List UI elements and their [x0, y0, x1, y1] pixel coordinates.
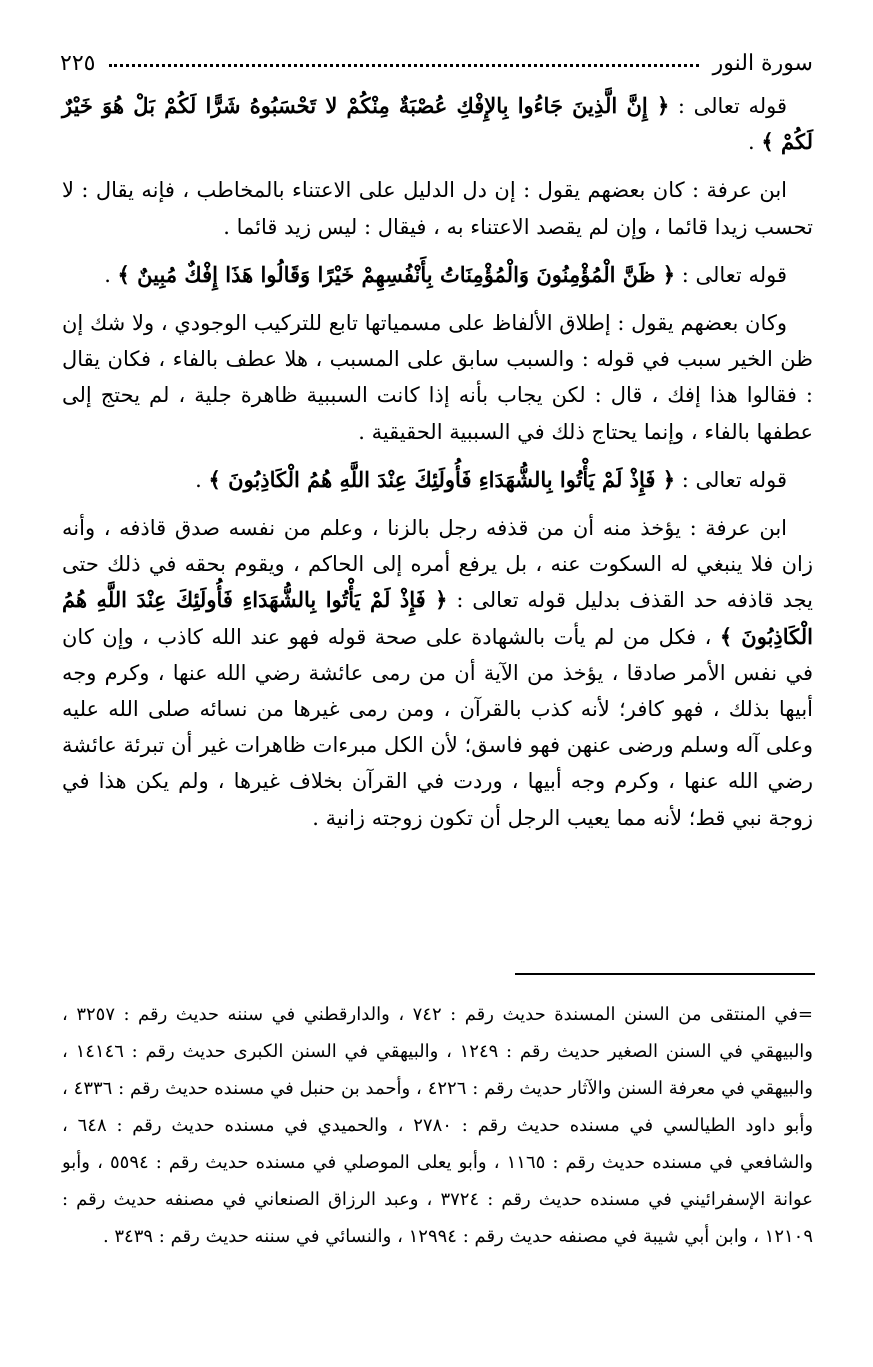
quran-verse: ﴿ إِنَّ الَّذِينَ جَاءُوا بِالإِفْكِ عُصْبَةٌ مِنْكُمْ لا تَحْسَبُوهُ شَرًّا لَكُمْ بَلْ هُوَ خَيْرٌ لَكُمْ ﴾: [62, 93, 813, 155]
paragraph-tail: .: [104, 262, 118, 287]
paragraph: [62, 510, 813, 836]
quran-verse: ﴿ فَإِذْ لَمْ يَأْتُوا بِالشُّهَدَاءِ فَأُولَئِكَ عِنْدَ اللَّهِ هُمُ الْكَاذِبُونَ ﴾: [208, 466, 676, 492]
paragraph-lead: قوله تعالى :: [675, 467, 787, 492]
surah-name: سورة النور: [712, 50, 813, 76]
paragraph-lead: قوله تعالى :: [669, 94, 787, 118]
main-text: [62, 88, 813, 848]
page-header: [60, 46, 813, 80]
quran-verse: ﴿ ظَنَّ الْمُؤْمِنُونَ وَالْمُؤْمِنَاتُ بِأَنْفُسِهِمْ خَيْرًا وَقَالُوا هَذَا إِفْكٌ مُبِينٌ ﴾: [117, 261, 676, 287]
header-dotted-leader: [109, 64, 698, 67]
paragraph-lead: ابن عرفة : كان بعضهم يقول : إن دل الدليل على الاعتناء بالمخاطب ، فإنه يقال : لا تحسب زيدا قائما ، وإن لم يقصد الاعتناء به ، فيقال : ليس زيد قائما .: [62, 178, 813, 239]
paragraph-lead: وكان بعضهم يقول : إطلاق الألفاظ على مسمياتها تابع للتركيب الوجودي ، ولا شك إن ظن الخير سبب في قوله : والسبب سابق على المسبب ، هلا عطف بالفاء ، فكان يقال : فقالوا هذا إفك ، قال : لكن يجاب بأنه إذا كانت السببية ظاهرة جلية ، لم يحتج إلى عطفها بالفاء ، وإنما يحتاج ذلك في السببية الحقيقية .: [62, 311, 813, 444]
paragraph: [62, 88, 813, 160]
paragraph-tail: ، فكل من لم يأت بالشهادة على صحة قوله فهو عند الله كاذب ، وإن كان في نفس الأمر صادقا ، يؤخذ من الآية أن من رمى عائشة رضي الله عنها ، وكرم وجه أبيها بذلك ، فهو كافر؛ لأنه كذب بالقرآن ، ومن رمى غيرها من نسائه صلى الله عليه وعلى آله وسلم ورضى عنهن فهو فاسق؛ لأن الكل مبرءات ظاهرات غير أن تبرئة عائشة رضي الله عنها ، وكرم وجه أبيها ، وردت في القرآن بخلاف غيرها ، ولم يكن هذا في زوجة نبي قط؛ لأنه مما يعيب الرجل أن تكون زوجته زانية .: [62, 624, 813, 830]
footnote: [62, 996, 813, 1255]
quran-verse: ﴿ فَإِذْ لَمْ يَأْتُوا بِالشُّهَدَاءِ فَأُولَئِكَ عِنْدَ اللَّهِ هُمُ الْكَاذِبُونَ ﴾: [62, 587, 813, 649]
page-number: ٢٢٥: [60, 50, 96, 76]
paragraph-lead: ابن عرفة : يؤخذ منه أن من قذفه رجل بالزنا ، وعلم من نفسه صدق قاذفه ، وأنه زان فلا ينبغي له السكوت عنه ، بل يرفع أمره إلى الحاكم ، ويقوم بحقه في ذلك حتى يجد قاذفه حد القذف بدليل قوله تعالى :: [62, 516, 813, 613]
paragraph-lead: قوله تعالى :: [675, 262, 787, 287]
footnote-text: =في المنتقى من السنن المسندة حديث رقم : ٧٤٢ ، والدارقطني في سننه حديث رقم : ٣٢٥٧ ، والبيهقي في السنن الصغير حديث رقم : ١٢٤٩ ، والبيهقي في السنن الكبرى حديث رقم : ١٤١٤٦ ، والبيهقي في معرفة السنن والآثار حديث رقم : ٤٢٢٦ ، وأحمد بن حنبل في مسنده حديث رقم : ٤٣٣٦ ، وأبو داود الطيالسي في مسنده حديث رقم : ٢٧٨٠ ، والحميدي في مسنده حديث رقم : ٦٤٨ ، والشافعي في مسنده حديث رقم : ١١٦٥ ، وأبو يعلى الموصلي في مسنده حديث رقم : ٥٥٩٤ ، وأبو عوانة الإسفرائيني في مسنده حديث رقم : ٣٧٢٤ ، وعبد الرزاق الصنعاني في مصنفه حديث رقم : ١٢١٠٩ ، وابن أبي شيبة في مصنفه حديث رقم : ١٢٩٩٤ ، والنسائي في سننه حديث رقم : ٣٤٣٩ .: [62, 1004, 814, 1247]
paragraph: [62, 305, 813, 450]
paragraph: [62, 172, 813, 244]
footnote-separator: [515, 973, 815, 975]
paragraph-tail: .: [195, 467, 209, 492]
paragraph-tail: .: [748, 130, 762, 155]
paragraph: [62, 462, 813, 498]
paragraph: [62, 257, 813, 293]
